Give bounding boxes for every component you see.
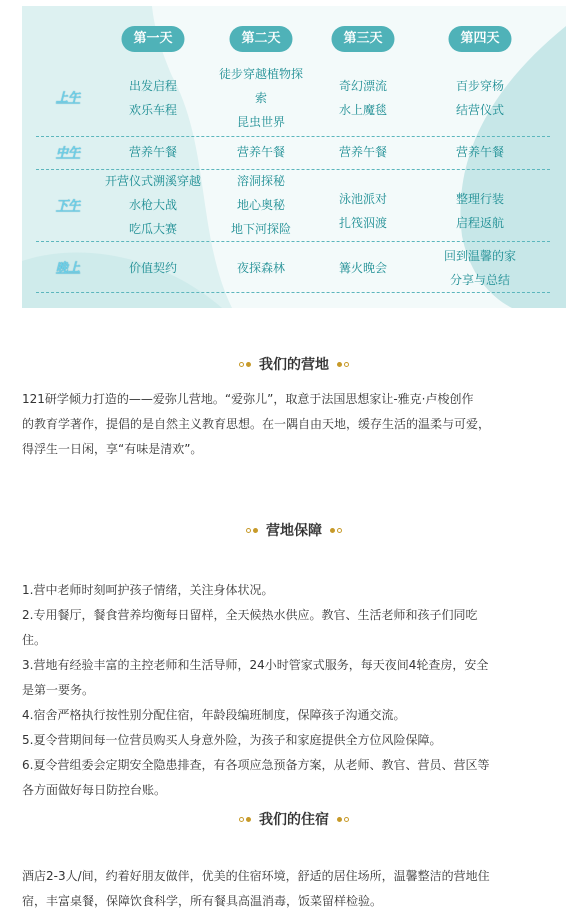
cell-noon-day1 (129, 140, 177, 164)
ornament-dots-right (330, 528, 342, 533)
text-line: 5.夏令营期间每一位营员购买人身意外险，为孩子和家庭提供全方位风险保障。 (22, 733, 442, 747)
schedule-table (22, 6, 566, 308)
ornament-dots-right (337, 362, 349, 367)
activity: 欢乐车程 (128, 103, 178, 117)
section-title-safety (0, 520, 588, 540)
cell-morning-day4 (456, 74, 504, 122)
row-divider (36, 241, 550, 242)
cell-afternoon-day2 (231, 169, 291, 241)
section-title-text: 营地保障 (266, 523, 322, 539)
cell-afternoon-day1 (105, 169, 201, 241)
text-line: 6.夏令营组委会定期安全隐患排查，有各项应急预备方案，从老师、教官、营员、营区等 (22, 758, 490, 772)
activity: 索 (254, 91, 268, 105)
cell-noon-day2 (237, 140, 285, 164)
activity: 营养午餐 (338, 145, 388, 159)
cell-afternoon-day4 (456, 187, 504, 235)
cell-evening-day4 (444, 244, 516, 292)
activity: 整理行装 (455, 192, 505, 206)
ornament-dots-left (239, 362, 251, 367)
section-body-lodging (22, 864, 570, 914)
section-body-campsite (22, 387, 570, 462)
day-header-1: 第一天 (121, 26, 184, 52)
day-header-2: 第二天 (229, 26, 292, 52)
activity: 篝火晚会 (338, 261, 388, 275)
activity: 扎筏泅渡 (338, 216, 388, 230)
activity: 开营仪式溯溪穿越 (104, 174, 202, 188)
activity: 分享与总结 (449, 273, 511, 287)
activity: 昆虫世界 (236, 115, 286, 129)
text-line: 得浮生一日闲，享“有味是清欢”。 (22, 442, 203, 456)
cell-evening-day3 (339, 256, 387, 280)
row-divider (36, 136, 550, 137)
text-line: 各方面做好每日防控台账。 (22, 783, 167, 797)
activity: 出发启程 (128, 79, 178, 93)
ornament-dots-right (337, 817, 349, 822)
activity: 水枪大战 (128, 198, 178, 212)
activity: 奇幻漂流 (338, 79, 388, 93)
section-title-text: 我们的营地 (259, 357, 329, 373)
ornament-dots-left (239, 817, 251, 822)
text-line: 酒店2-3人/间，约着好朋友做伴，优美的住宿环境，舒适的居住场所，温馨整洁的营地住 (22, 869, 490, 883)
text-line: 4.宿舍严格执行按性别分配住宿，年龄段编班制度，保障孩子沟通交流。 (22, 708, 406, 722)
period-afternoon: 下午 (55, 198, 81, 213)
activity: 徒步穿越植物探 (218, 67, 304, 81)
cell-noon-day4 (456, 140, 504, 164)
cell-noon-day3 (339, 140, 387, 164)
activity: 价值契约 (128, 261, 178, 275)
activity: 地心奥秘 (236, 198, 286, 212)
cell-evening-day2 (237, 256, 285, 280)
text-line: 宿，丰富桌餐，保障饮食科学，所有餐具高温消毒，饭菜留样检验。 (22, 894, 383, 908)
period-morning: 上午 (55, 90, 81, 105)
activity: 水上魔毯 (338, 103, 388, 117)
section-title-campsite (0, 354, 588, 374)
cell-evening-day1 (129, 256, 177, 280)
section-title-text: 我们的住宿 (259, 812, 329, 828)
activity: 结营仪式 (455, 103, 505, 117)
day-header-4: 第四天 (448, 26, 511, 52)
cell-morning-day1 (129, 74, 177, 122)
text-line: 121研学倾力打造的——爱弥儿营地。“爱弥儿”，取意于法国思想家让-雅克·卢梭创作 (22, 392, 474, 406)
text-line: 是第一要务。 (22, 683, 95, 697)
section-title-lodging (0, 809, 588, 829)
activity: 回到温馨的家 (443, 249, 517, 263)
section-body-safety (22, 578, 570, 803)
cell-morning-day3 (339, 74, 387, 122)
activity: 夜探森林 (236, 261, 286, 275)
day-header-3: 第三天 (331, 26, 394, 52)
ornament-dots-left (246, 528, 258, 533)
text-line: 住。 (22, 633, 47, 647)
text-line: 3.营地有经验丰富的主控老师和生活导师，24小时管家式服务，每天夜间4轮查房，安全 (22, 658, 489, 672)
text-line: 1.营中老师时刻呵护孩子情绪，关注身体状况。 (22, 583, 274, 597)
activity: 营养午餐 (128, 145, 178, 159)
cell-morning-day2 (219, 62, 303, 134)
activity: 地下河探险 (230, 222, 292, 236)
activity: 百步穿杨 (455, 79, 505, 93)
activity: 启程返航 (455, 216, 505, 230)
activity: 营养午餐 (455, 145, 505, 159)
activity: 营养午餐 (236, 145, 286, 159)
activity: 溶洞探秘 (236, 174, 286, 188)
row-divider (36, 292, 550, 293)
period-noon: 中午 (55, 145, 81, 160)
text-line: 的教育学著作，提倡的是自然主义教育思想。在一隅自由天地，缓存生活的温柔与可爱， (22, 417, 491, 431)
cell-afternoon-day3 (339, 187, 387, 235)
activity: 吃瓜大赛 (128, 222, 178, 236)
activity: 泳池派对 (338, 192, 388, 206)
text-line: 2.专用餐厅，餐食营养均衡每日留样，全天候热水供应。教官、生活老师和孩子们同吃 (22, 608, 478, 622)
period-evening: 晚上 (55, 260, 81, 275)
